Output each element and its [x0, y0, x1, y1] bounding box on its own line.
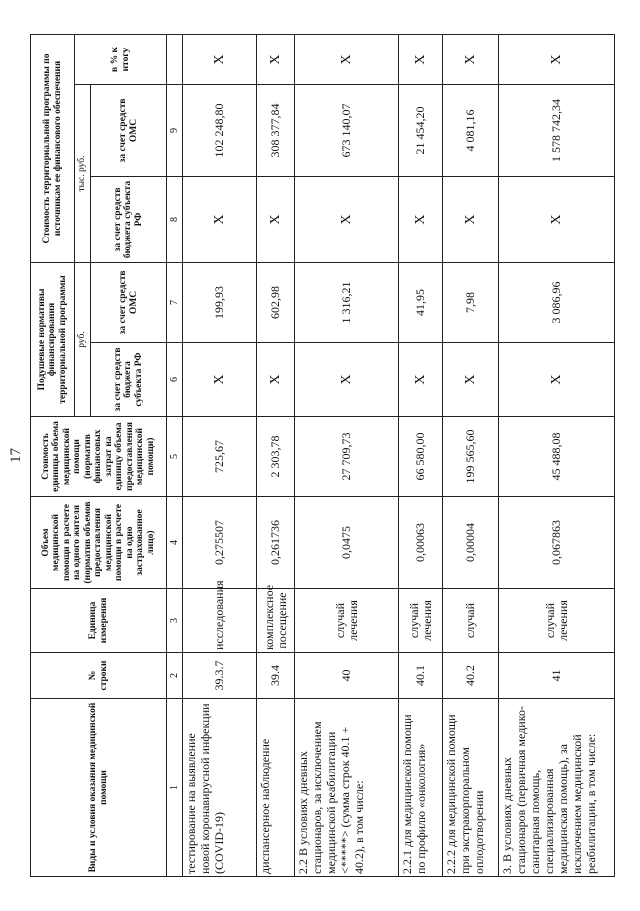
row-cost-budget: X — [257, 177, 295, 263]
row-cost-oms: 1 578 742,34 — [499, 85, 615, 177]
row-volume: 0,00063 — [399, 497, 443, 589]
row-norm-oms: 41,95 — [399, 263, 443, 343]
row-norm-oms: 3 086,96 — [499, 263, 615, 343]
column-number: 4 — [167, 497, 183, 589]
row-cost-oms: 102 248,80 — [183, 85, 257, 177]
row-cost-budget: X — [399, 177, 443, 263]
row-volume: 0,0475 — [295, 497, 399, 589]
row-norm-budget: X — [257, 343, 295, 417]
page-number: 17 — [8, 448, 24, 463]
column-number: 6 — [167, 343, 183, 417]
row-line: 40.2 — [443, 653, 499, 699]
row-cost-budget: X — [183, 177, 257, 263]
row-unit: случай лечения — [399, 589, 443, 653]
row-percent: X — [399, 35, 443, 85]
row-unit: случай — [443, 589, 499, 653]
row-line: 41 — [499, 653, 615, 699]
row-cost-oms: 21 454,20 — [399, 85, 443, 177]
row-unit-cost: 725,67 — [183, 417, 257, 497]
column-number-empty — [167, 35, 183, 85]
row-norm-budget: X — [399, 343, 443, 417]
table-row — [499, 35, 615, 877]
row-percent: X — [257, 35, 295, 85]
column-number: 7 — [167, 263, 183, 343]
header-line-no: № строки — [31, 653, 167, 699]
row-unit: случай лечения — [499, 589, 615, 653]
header-norm-oms: за счет средств ОМС — [91, 263, 167, 343]
row-percent: X — [499, 35, 615, 85]
row-cost-budget: X — [295, 177, 399, 263]
table-row — [443, 35, 499, 877]
row-unit: комплексное посещение — [257, 589, 295, 653]
row-line: 39.4 — [257, 653, 295, 699]
row-line: 40 — [295, 653, 399, 699]
column-number: 8 — [167, 177, 183, 263]
row-line: 40.1 — [399, 653, 443, 699]
column-number: 5 — [167, 417, 183, 497]
row-unit-cost: 2 303,78 — [257, 417, 295, 497]
row-norm-budget: X — [295, 343, 399, 417]
header-per-capita-norms: Подушевые нормативы финансирования территориальной программы — [31, 263, 75, 417]
financing-table — [30, 34, 615, 877]
row-volume: 0,067863 — [499, 497, 615, 589]
table-row — [257, 35, 295, 877]
column-number: 2 — [167, 653, 183, 699]
row-norm-oms: 7,98 — [443, 263, 499, 343]
row-norm-budget: X — [499, 343, 615, 417]
row-cost-oms: 673 140,07 — [295, 85, 399, 177]
header-cost-budget: за счет средств бюджета субъекта РФ — [91, 177, 167, 263]
header-volume: Объем медицинской помощи в расчете на одного жителя (норматив объемов предоставления медицинской помощи в расчете на одно застрахованное лицо) — [31, 497, 167, 589]
row-norm-oms: 199,93 — [183, 263, 257, 343]
row-cost-oms: 308 377,84 — [257, 85, 295, 177]
column-number: 3 — [167, 589, 183, 653]
header-unit: Единица измерения — [31, 589, 167, 653]
row-name: 2.2 В условиях дневных стационаров, за исключением медицинской реабилитации <*****> (сумма строк 40.1 + 40.2), в том числе: — [295, 699, 399, 877]
table-row — [183, 35, 257, 877]
row-name: 3. В условиях дневных стационаров (первичная медико-санитарная помощь, специализированная медицинская помощь), за исключением медицинской реабилитации, в том числе: — [499, 699, 615, 877]
row-norm-budget: X — [443, 343, 499, 417]
row-cost-budget: X — [499, 177, 615, 263]
header-cost-unit: тыс. руб. — [75, 85, 91, 263]
row-unit: исследования — [183, 589, 257, 653]
header-unit-cost: Стоимость единицы объема медицинской помощи (норматив финансовых затрат на единицу объема предоставления медицинской помощи) — [31, 417, 167, 497]
header-kinds: Виды и условия оказания медицинской помощи — [31, 699, 167, 877]
row-volume: 0,275507 — [183, 497, 257, 589]
row-volume: 0,00004 — [443, 497, 499, 589]
table-row — [399, 35, 443, 877]
row-name: 2.2.2 для медицинской помощи при экстракорпоральном оплодотворении — [443, 699, 499, 877]
header-program-cost: Стоимость территориальной программы по источникам ее финансового обеспечения — [31, 35, 75, 263]
header-cost-oms: за счет средств ОМС — [91, 85, 167, 177]
header-norm-budget: за счет средств бюджета субъекта РФ — [91, 343, 167, 417]
table-row — [295, 35, 399, 877]
header-percent: в % к итогу — [75, 35, 167, 85]
column-number-row — [167, 35, 183, 877]
header-row-1 — [31, 35, 75, 877]
row-unit: случай лечения — [295, 589, 399, 653]
row-norm-budget: X — [183, 343, 257, 417]
row-cost-oms: 4 081,16 — [443, 85, 499, 177]
column-number: 9 — [167, 85, 183, 177]
row-percent: X — [183, 35, 257, 85]
header-norm-unit: руб. — [75, 263, 91, 417]
row-name: диспансерное наблюдение — [257, 699, 295, 877]
column-number: 1 — [167, 699, 183, 877]
row-line: 39.3.7 — [183, 653, 257, 699]
row-percent: X — [443, 35, 499, 85]
row-unit-cost: 66 580,00 — [399, 417, 443, 497]
row-unit-cost: 199 565,60 — [443, 417, 499, 497]
row-cost-budget: X — [443, 177, 499, 263]
row-name: тестирование на выявление новой коронавирусной инфекции (COVID-19) — [183, 699, 257, 877]
row-percent: X — [295, 35, 399, 85]
row-norm-oms: 602,98 — [257, 263, 295, 343]
row-name: 2.2.1 для медицинской помощи по профилю «онкология» — [399, 699, 443, 877]
row-unit-cost: 45 488,08 — [499, 417, 615, 497]
row-unit-cost: 27 709,73 — [295, 417, 399, 497]
row-volume: 0,261736 — [257, 497, 295, 589]
row-norm-oms: 1 316,21 — [295, 263, 399, 343]
